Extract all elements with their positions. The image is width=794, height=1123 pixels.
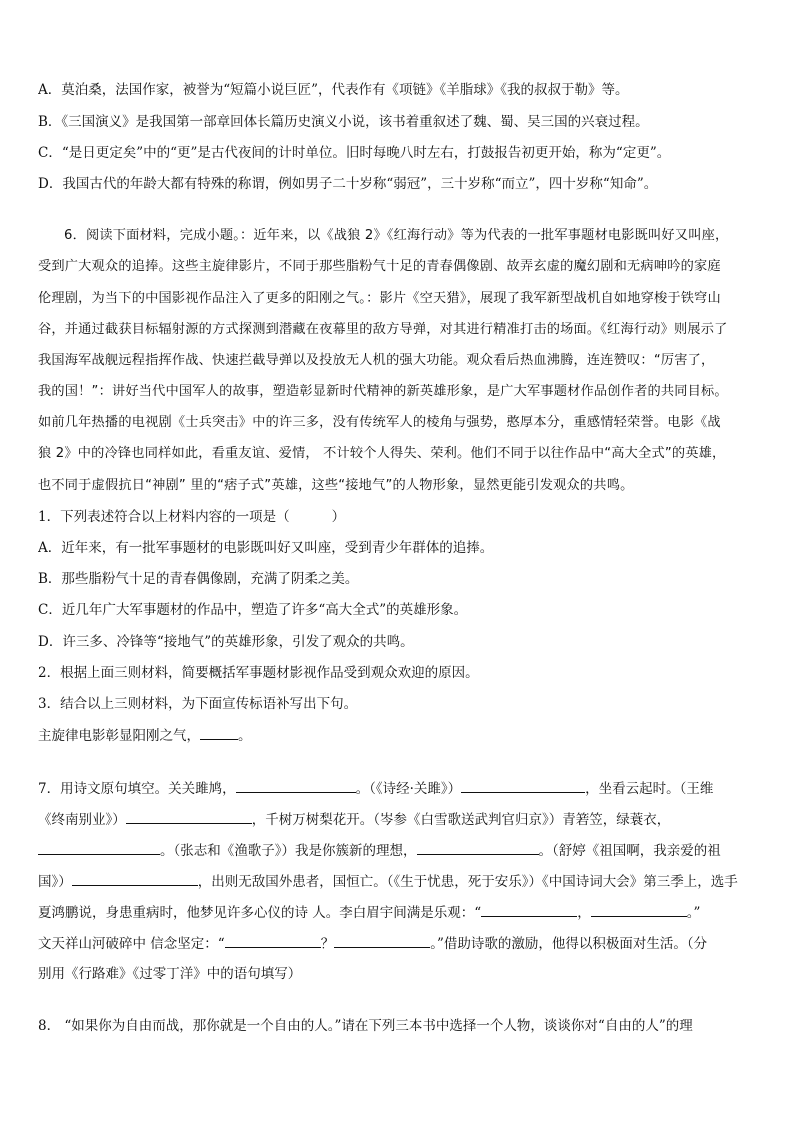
q6-sub3: 3．结合以上三则材料，为下面宣传标语补写出下句。: [38, 696, 358, 712]
answer-blank[interactable]: [591, 902, 687, 917]
q6-passage-line: 6．阅读下面材料，完成小题。：近年来，以《战狼 2》《红海行动》等为代表的一批军事题材电影既叫好又叫座，: [64, 228, 729, 243]
answer-blank[interactable]: [225, 933, 321, 948]
answer-blank[interactable]: [126, 809, 252, 824]
q6-sub1-stem-text: 1．下列表述符合以上材料内容的一项是（: [38, 509, 290, 525]
answer-blank[interactable]: [417, 840, 539, 855]
q6-sub1-stem: [38, 507, 758, 527]
q7-sep: ，: [577, 905, 591, 921]
answer-blank[interactable]: [72, 871, 198, 886]
q7-line-3: [38, 840, 758, 861]
q7-sep: ？: [320, 936, 335, 952]
q7-line-2: [38, 809, 758, 830]
q6-passage-line: 我国海军战舰远程指挥作战、快速拦截导弹以及投放无人机的强大功能。观众看后热血沸腾，连连赞叹：“厉害了，: [38, 353, 715, 368]
q6-passage-line: 受到广大观众的追捧。这些主旋律影片，不同于那些脂粉气十足的青春偶像剧、故弄玄虚的魔幻剧和无病呻吟的家庭: [38, 259, 721, 274]
q7-line-7: 别用《行路难》《过零丁洋》中的语句填写）: [38, 966, 302, 982]
q7-text: 文天祥山河破碎中 信念坚定：“: [38, 936, 225, 952]
q7-text: 国》）: [38, 874, 72, 890]
answer-blank[interactable]: [200, 725, 238, 740]
q7-text: 。（《诗经·关雎》）: [355, 781, 462, 797]
q6-passage-line: 我的国！”：讲好当代中国军人的故事，塑造彰显新时代精神的新英雄形象，是广大军事题材作品创作者的共同目标。: [38, 384, 728, 399]
q6-passage-line: 伦理剧，为当下的中国影视作品注入了更多的阳刚之气。：影片《空天猎》，展现了我军新型战机自如地穿梭于铁穹山: [38, 291, 721, 306]
q7-line-1: [38, 778, 758, 799]
q6-sub1-option-a: A．近年来，有一批军事题材的电影既叫好又叫座，受到青少年群体的追捧。: [38, 540, 494, 556]
q7-line-4: [38, 871, 758, 892]
q5-option-d: D．我国古代的年龄大都有特殊的称谓，例如男子二十岁称“弱冠”，三十岁称“而立”，四十岁称“知命”。: [38, 176, 658, 192]
q7-text: 。”: [686, 905, 701, 921]
q6-passage-line: 谷，并通过截获目标辐射源的方式探测到潜藏在夜幕里的敌方导弹，对其进行精准打击的场面。《红海行动》则展示了: [38, 322, 728, 337]
q6-sub1-option-c: C．近几年广大军事题材的作品中，塑造了许多“高大全式”的英雄形象。: [38, 602, 468, 618]
q7-line-5: [38, 902, 758, 923]
answer-blank[interactable]: [38, 840, 160, 855]
q7-text: 《终南别业》）: [38, 812, 126, 828]
answer-blank[interactable]: [481, 902, 577, 917]
q7-text: 。（舒婷《祖国啊，我亲爱的祖: [538, 843, 721, 859]
q7-text: 7．用诗文原句填空。关关雎鸠，: [38, 781, 236, 797]
q6-slogan-text: 主旋律电影彰显阳刚之气，: [38, 728, 200, 744]
q6-sub2: 2．根据上面三则材料，简要概括军事题材影视作品受到观众欢迎的原因。: [38, 665, 479, 681]
q7-line-6: [38, 933, 758, 954]
answer-blank[interactable]: [236, 778, 356, 793]
q6-slogan-end: 。: [238, 728, 252, 744]
q6-slogan: [38, 725, 758, 746]
q5-option-c: C．“是日更定矣”中的“更”是古代夜间的计时单位。旧时每晚八时左右，打鼓报告初更开始，称为“定更”。: [38, 145, 671, 161]
q7-text: ，坐看云起时。（王维: [585, 781, 714, 797]
q6-passage-line: 狼 2》中的冷锋也同样如此，看重友谊、爱情， 不计较个人得失、荣利。他们不同于以往作品中“高大全式”的英雄，: [38, 446, 726, 461]
q6-sub1-stem-close: ）: [331, 509, 346, 525]
answer-blank[interactable]: [334, 933, 430, 948]
q6-sub1-option-b: B．那些脂粉气十足的青春偶像剧，充满了阴柔之美。: [38, 571, 359, 587]
q7-text: 。（张志和《渔歌子》）我是你簇新的理想，: [160, 843, 417, 859]
q7-text: 夏鸿鹏说，身患重病时，他梦见许多心仪的诗 人。李白眉宇间满是乐观：“: [38, 905, 482, 921]
answer-blank[interactable]: [461, 778, 585, 793]
q6-passage-line: 也不同于虚假抗日“神剧” 里的“痞子式”英雄，这些“接地气”的人物形象，显然更能引发观众的共鸣。: [38, 478, 634, 493]
q5-option-a: A．莫泊桑，法国作家，被誉为“短篇小说巨匠”，代表作有《项链》《羊脂球》《我的叔叔于勒》等。: [38, 82, 629, 98]
q7-text: ，出则无敌国外患者，国恒亡。（《生于忧患，死于安乐》）《中国诗词大会》第三季上，选手: [197, 874, 738, 890]
q7-text: ，千树万树梨花开。（岑参《白雪歌送武判官归京》）青箬笠，绿蓑衣，: [251, 812, 671, 828]
q5-option-b: B．《三国演义》是我国第一部章回体长篇历史演义小说，该书着重叙述了魏、蜀、吴三国的兴衰过程。: [38, 114, 649, 130]
q7-text: 。”借助诗歌的激励，他得以积极面对生活。（分: [430, 936, 708, 952]
q6-passage-line: 如前几年热播的电视剧《士兵突击》中的许三多，没有传统军人的棱角与强势，憨厚本分，重感情轻荣誉。电影《战: [38, 415, 721, 430]
q6-sub1-option-d: D．许三多、冷锋等“接地气”的英雄形象，引发了观众的共鸣。: [38, 634, 414, 650]
q8-stem: 8． “如果你为自由而战，那你就是一个自由的人。”请在下列三本书中选择一个人物，谈谈你对“自由的人”的理: [38, 1018, 693, 1034]
